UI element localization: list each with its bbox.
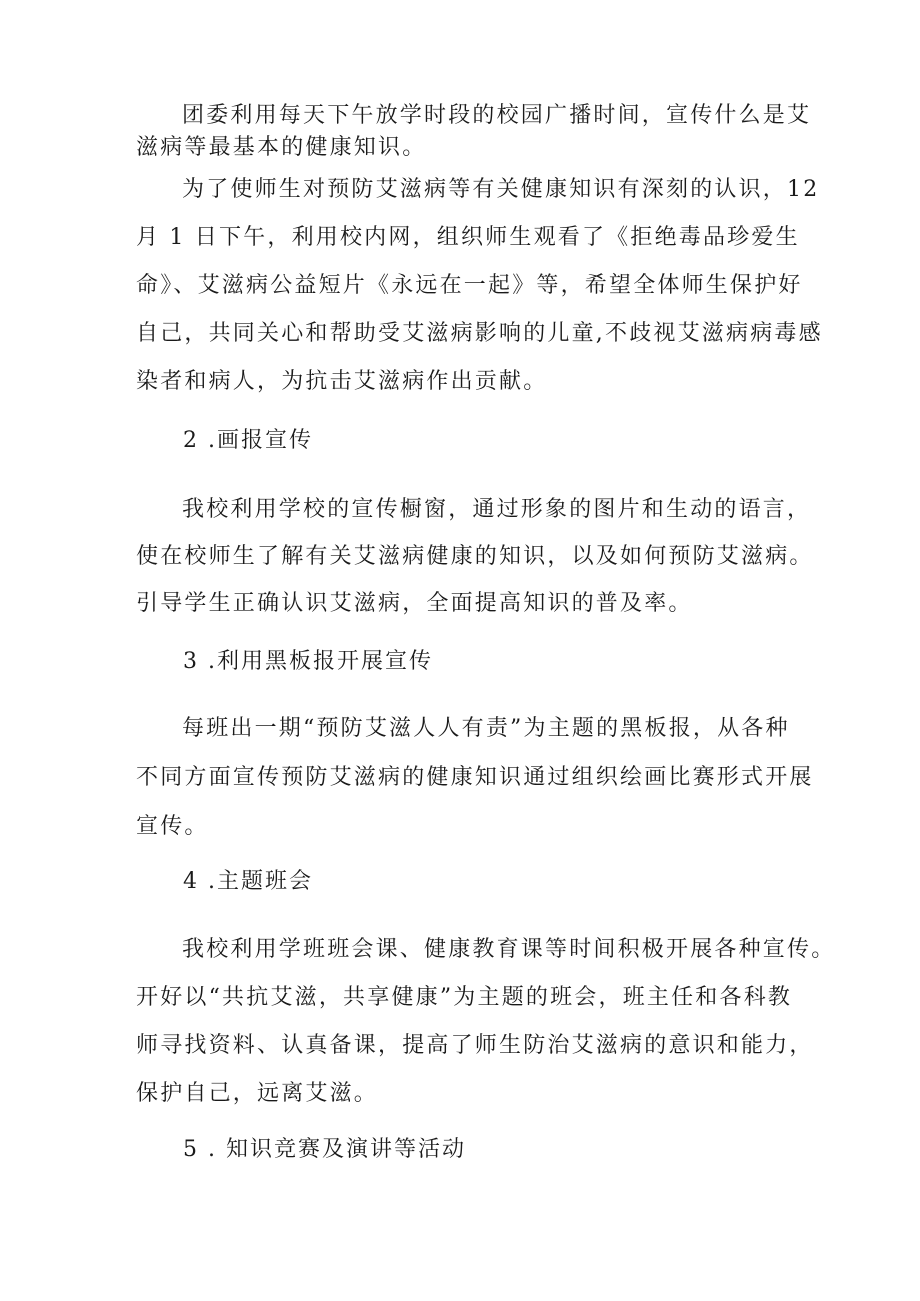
text-line: 滋病等最基本的健康知识。	[136, 135, 427, 160]
text-line: 引导学生正确认识艾滋病，全面提高知识的普及率。	[136, 591, 693, 616]
text-line: 使在校师生了解有关艾滋病健康的知识，以及如何预防艾滋病。	[136, 544, 814, 569]
text-line: 自己，共同关心和帮助受艾滋病影响的儿童,不歧视艾滋病病毒感	[136, 321, 823, 346]
text-line: 师寻找资料、认真备课，提高了师生防治艾滋病的意识和能力，	[136, 1033, 814, 1058]
paragraph-poster	[136, 495, 814, 619]
paragraph-class-meeting	[136, 935, 836, 1109]
text-line: 月 1 日下午，利用校内网，组织师生观看了《拒绝毒品珍爱生	[136, 225, 800, 250]
text-line: 我校利用学校的宣传橱窗，通过形象的图片和生动的语言，	[182, 497, 812, 522]
text-line: 宣传。	[136, 814, 209, 839]
paragraph-blackboard	[136, 714, 814, 842]
text-line: 不同方面宣传预防艾滋病的健康知识通过组织绘画比赛形式开展	[136, 765, 814, 790]
paragraph-video-viewing	[136, 175, 823, 397]
text-line: 我校利用学班班会课、健康教育课等时间积极开展各种宣传。	[182, 937, 836, 962]
section-heading-contest: 5 . 知识竞赛及演讲等活动	[183, 1137, 466, 1162]
text-line: 保护自己，远离艾滋。	[136, 1081, 379, 1106]
text-line: 命》、艾滋病公益短片《永远在一起》等，希望全体师生保护好	[136, 273, 803, 298]
text-line: 团委利用每天下午放学时段的校园广播时间，宣传什么是艾	[182, 103, 812, 128]
section-heading-blackboard: 3 .利用黑板报开展宣传	[183, 649, 433, 674]
section-heading-poster: 2 .画报宣传	[183, 428, 313, 453]
text-line: 开好以“共抗艾滋，共享健康”为主题的班会，班主任和各科教	[136, 985, 793, 1010]
text-line: 为了使师生对预防艾滋病等有关健康知识有深刻的认识，12	[182, 177, 820, 202]
text-line: 每班出一期“预防艾滋人人有责”为主题的黑板报，从各种	[182, 716, 790, 741]
paragraph-broadcast	[136, 101, 812, 163]
section-heading-class-meeting: 4 .主题班会	[183, 869, 313, 894]
text-line: 染者和病人，为抗击艾滋病作出贡献。	[136, 369, 548, 394]
